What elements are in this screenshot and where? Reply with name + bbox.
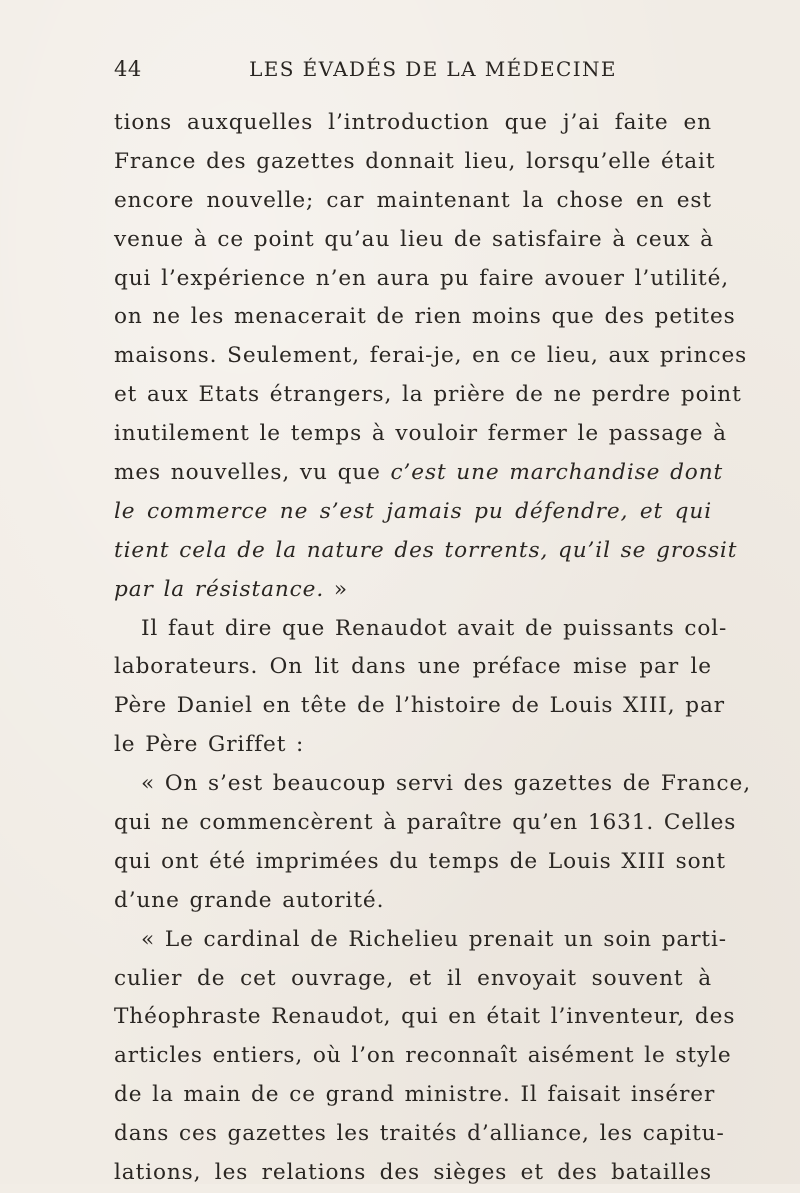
text-segment: dans ces gazettes les traités d’alliance, les capitu- <box>114 1121 725 1147</box>
page-header <box>114 57 712 91</box>
text-line <box>114 415 727 454</box>
text-line <box>114 843 726 882</box>
text-segment: qui ne commencèrent à paraître qu’en 1631. Celles <box>114 810 737 836</box>
text-segment: et aux Etats étrangers, la prière de ne perdre point <box>114 382 742 408</box>
text-segment: Père Daniel en tête de l’histoire de Louis XIII, par <box>114 693 725 719</box>
italic-segment: c’est une marchandise dont <box>390 460 724 486</box>
text-segment: encore nouvelle; car maintenant la chose en est <box>114 187 712 213</box>
text-line <box>114 960 712 999</box>
text-segment: lations, les relations des sièges et des batailles <box>114 1160 712 1186</box>
text-segment: le Père Griffet : <box>114 732 305 758</box>
text-line <box>114 260 730 299</box>
text-segment: venue à ce point qu’au lieu de satisfaire à ceux à <box>114 226 714 252</box>
text-line <box>114 765 751 804</box>
text-segment: maisons. Seulement, ferai-je, en ce lieu, aux princes <box>114 343 748 369</box>
text-line <box>114 882 712 921</box>
text-line <box>114 493 712 532</box>
text-line <box>114 571 712 610</box>
text-line <box>114 104 712 143</box>
text-line <box>114 804 737 843</box>
text-line <box>114 1037 732 1076</box>
italic-segment: le commerce ne s’est jamais pu défendre, et qui <box>114 498 712 524</box>
text-line <box>114 182 712 221</box>
text-line <box>114 454 724 493</box>
text-segment-after: » <box>324 576 348 602</box>
text-segment: mes nouvelles, vu que <box>114 460 391 486</box>
text-line <box>114 1115 725 1154</box>
text-segment: culier de cet ouvrage, et il envoyait souvent à <box>114 965 712 991</box>
text-segment: France des gazettes donnait lieu, lorsqu’elle était <box>114 148 716 174</box>
text-segment: de la main de ce grand ministre. Il faisait insérer <box>114 1082 716 1108</box>
text-segment: qui l’expérience n’en aura pu faire avouer l’utilité, <box>114 265 730 291</box>
text-line <box>114 337 748 376</box>
running-title: LES ÉVADÉS DE LA MÉDECINE <box>249 57 617 81</box>
text-segment: on ne les menacerait de rien moins que des petites <box>114 304 736 330</box>
page-number: 44 <box>114 57 142 81</box>
text-segment: Il faut dire que Renaudot avait de puissants col- <box>141 615 728 641</box>
text-segment: « Le cardinal de Richelieu prenait un soin parti- <box>141 926 727 952</box>
text-line <box>114 726 712 765</box>
text-line <box>114 610 728 649</box>
text-segment: qui ont été imprimées du temps de Louis XIII sont <box>114 848 726 874</box>
text-line <box>114 998 736 1037</box>
italic-segment: par la résistance. <box>114 576 325 602</box>
text-line <box>114 648 712 687</box>
text-line <box>114 687 725 726</box>
text-segment: inutilement le temps à vouloir fermer le passage à <box>114 421 727 447</box>
text-segment: d’une grande autorité. <box>114 887 385 913</box>
text-line <box>114 376 742 415</box>
text-line <box>114 1154 712 1193</box>
text-line <box>114 921 727 960</box>
text-segment: laborateurs. On lit dans une préface mise par le <box>114 654 712 680</box>
text-line <box>114 221 712 260</box>
text-line <box>114 298 736 337</box>
text-line <box>114 1076 716 1115</box>
text-segment: tions auxquelles l’introduction que j’ai faite en <box>114 110 712 135</box>
text-line <box>114 532 738 571</box>
text-segment: Théophraste Renaudot, qui en était l’inventeur, des <box>114 1004 736 1030</box>
body-text <box>114 104 751 1193</box>
text-line <box>114 143 716 182</box>
italic-segment: tient cela de la nature des torrents, qu’il se grossit <box>114 537 738 563</box>
text-segment: « On s’est beaucoup servi des gazettes de France, <box>141 771 751 797</box>
text-segment: articles entiers, où l’on reconnaît aisément le style <box>114 1043 732 1069</box>
